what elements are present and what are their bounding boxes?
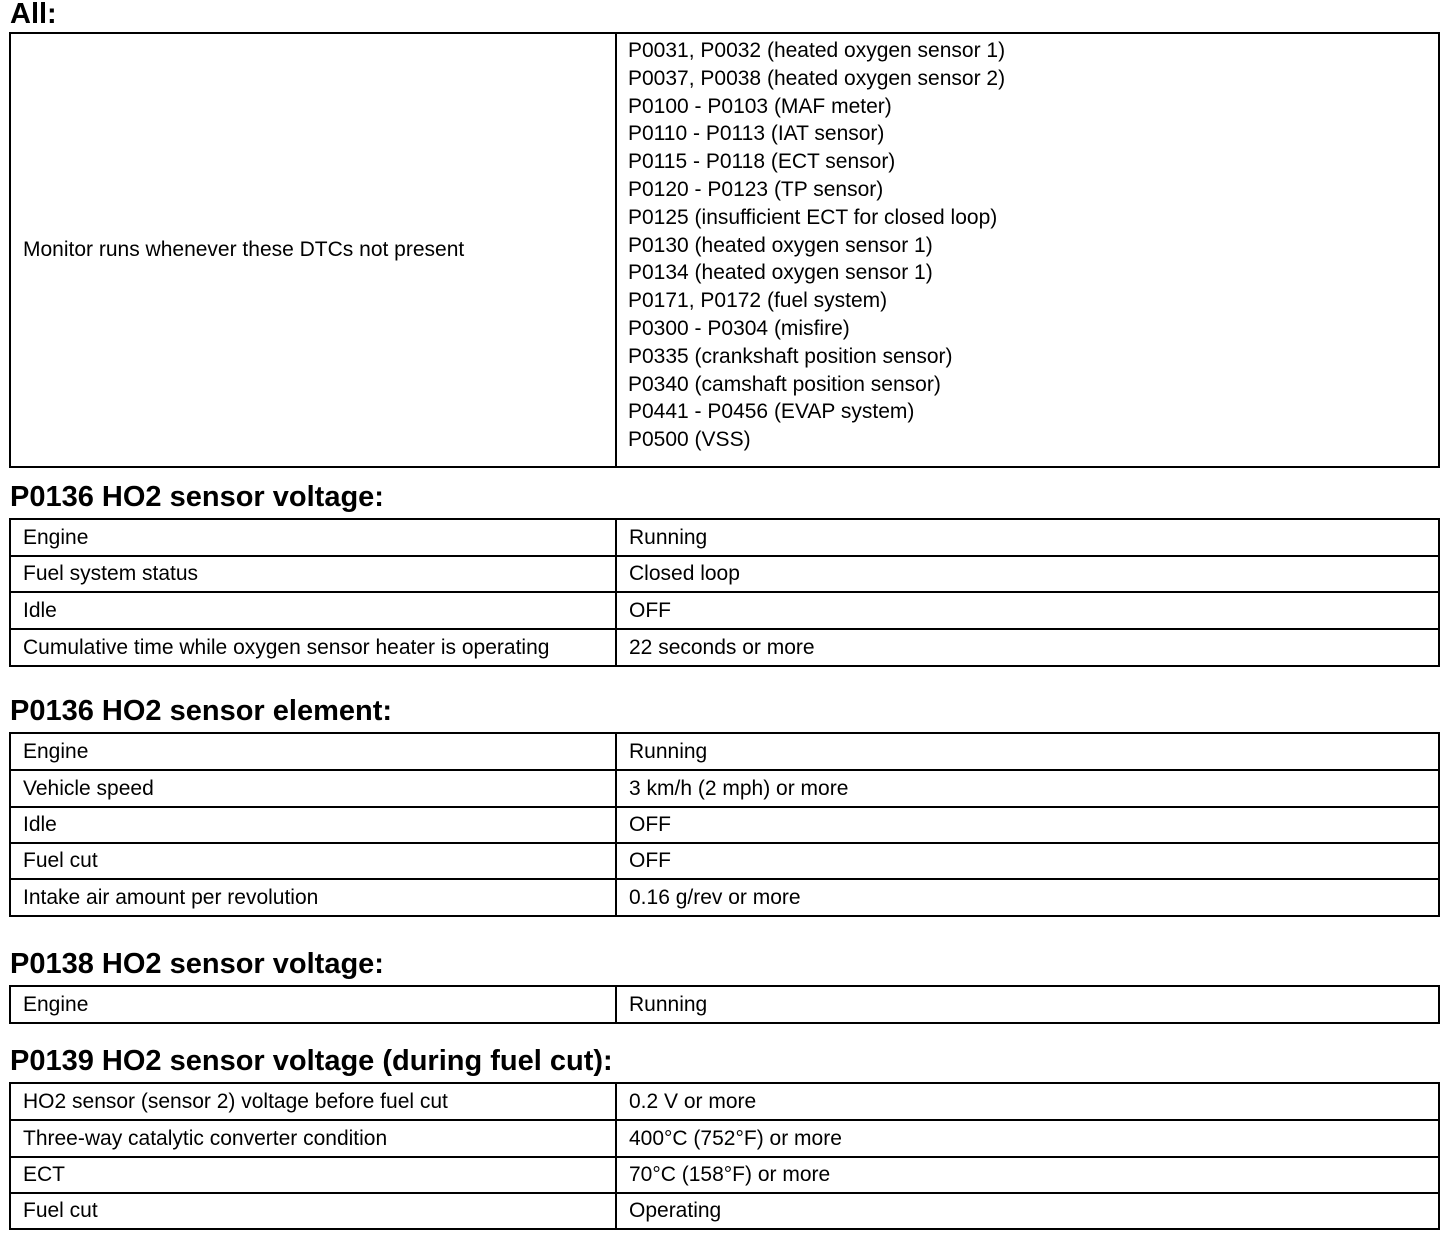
condition-value: 70°C (158°F) or more — [616, 1157, 1439, 1193]
table-row — [10, 1120, 1439, 1157]
table-row — [10, 986, 1439, 1023]
condition-value: 22 seconds or more — [616, 629, 1439, 666]
dtc-item: P0500 (VSS) — [628, 428, 751, 452]
dtc-item: P0340 (camshaft position sensor) — [628, 372, 941, 396]
table-row — [10, 1193, 1439, 1229]
dtc-item: P0120 - P0123 (TP sensor) — [628, 177, 884, 201]
condition-label: Engine — [10, 986, 616, 1023]
table-row — [10, 629, 1439, 666]
p0139-voltage-table — [9, 1082, 1440, 1230]
condition-label: Monitor runs whenever these DTCs not present — [10, 33, 616, 467]
dtc-item: P0335 (crankshaft position sensor) — [628, 344, 953, 368]
dtc-item: P0171, P0172 (fuel system) — [628, 289, 888, 313]
condition-label: Engine — [10, 519, 616, 556]
condition-value: Closed loop — [616, 556, 1439, 592]
dtc-item: P0130 (heated oxygen sensor 1) — [628, 233, 933, 257]
condition-label: Fuel system status — [10, 556, 616, 592]
condition-value: Running — [616, 519, 1439, 556]
condition-label: Cumulative time while oxygen sensor heater is operating — [10, 629, 616, 666]
condition-value: Operating — [616, 1193, 1439, 1229]
condition-value: 400°C (752°F) or more — [616, 1120, 1439, 1157]
condition-label: Fuel cut — [10, 1193, 616, 1229]
table-row — [10, 807, 1439, 843]
condition-value: 0.2 V or more — [616, 1083, 1439, 1120]
condition-value: 3 km/h (2 mph) or more — [616, 770, 1439, 807]
condition-label: Idle — [10, 592, 616, 629]
p0138-voltage-table — [9, 985, 1440, 1024]
condition-label: ECT — [10, 1157, 616, 1193]
table-row — [10, 879, 1439, 916]
dtc-item: P0441 - P0456 (EVAP system) — [628, 400, 915, 424]
table-row — [10, 519, 1439, 556]
section-title-p0136-voltage: P0136 HO2 sensor voltage: — [10, 481, 384, 513]
table-row — [10, 1157, 1439, 1193]
condition-value: OFF — [616, 843, 1439, 879]
condition-value: Running — [616, 733, 1439, 770]
p0136-element-table — [9, 732, 1440, 917]
section-title-p0139-voltage: P0139 HO2 sensor voltage (during fuel cut): — [10, 1045, 613, 1077]
table-row — [10, 33, 1439, 467]
dtc-item: P0115 - P0118 (ECT sensor) — [628, 150, 896, 174]
section-title-p0136-element: P0136 HO2 sensor element: — [10, 695, 393, 727]
condition-label: Three-way catalytic converter condition — [10, 1120, 616, 1157]
condition-value: OFF — [616, 592, 1439, 629]
dtc-item: P0110 - P0113 (IAT sensor) — [628, 122, 885, 146]
dtc-item: P0100 - P0103 (MAF meter) — [628, 94, 892, 118]
condition-value: OFF — [616, 807, 1439, 843]
condition-value: 0.16 g/rev or more — [616, 879, 1439, 916]
condition-label: Idle — [10, 807, 616, 843]
table-row — [10, 733, 1439, 770]
dtc-item: P0300 - P0304 (misfire) — [628, 316, 850, 340]
table-row — [10, 556, 1439, 592]
condition-value: Running — [616, 986, 1439, 1023]
dtc-item: P0031, P0032 (heated oxygen sensor 1) — [628, 39, 1006, 62]
dtc-list — [616, 33, 1439, 467]
section-title-p0138-voltage: P0138 HO2 sensor voltage: — [10, 948, 384, 980]
table-row — [10, 592, 1439, 629]
condition-label: Vehicle speed — [10, 770, 616, 807]
p0136-voltage-table — [9, 518, 1440, 667]
dtc-item: P0125 (insufficient ECT for closed loop) — [628, 205, 998, 229]
dtc-item: P0037, P0038 (heated oxygen sensor 2) — [628, 66, 1006, 90]
condition-label: Engine — [10, 733, 616, 770]
dtc-exclusion-table — [9, 32, 1440, 468]
table-row — [10, 770, 1439, 807]
condition-label: Fuel cut — [10, 843, 616, 879]
dtc-item: P0134 (heated oxygen sensor 1) — [628, 261, 933, 285]
condition-label: HO2 sensor (sensor 2) voltage before fuel cut — [10, 1083, 616, 1120]
section-title-all: All: — [10, 0, 57, 30]
table-row — [10, 843, 1439, 879]
condition-label: Intake air amount per revolution — [10, 879, 616, 916]
table-row — [10, 1083, 1439, 1120]
